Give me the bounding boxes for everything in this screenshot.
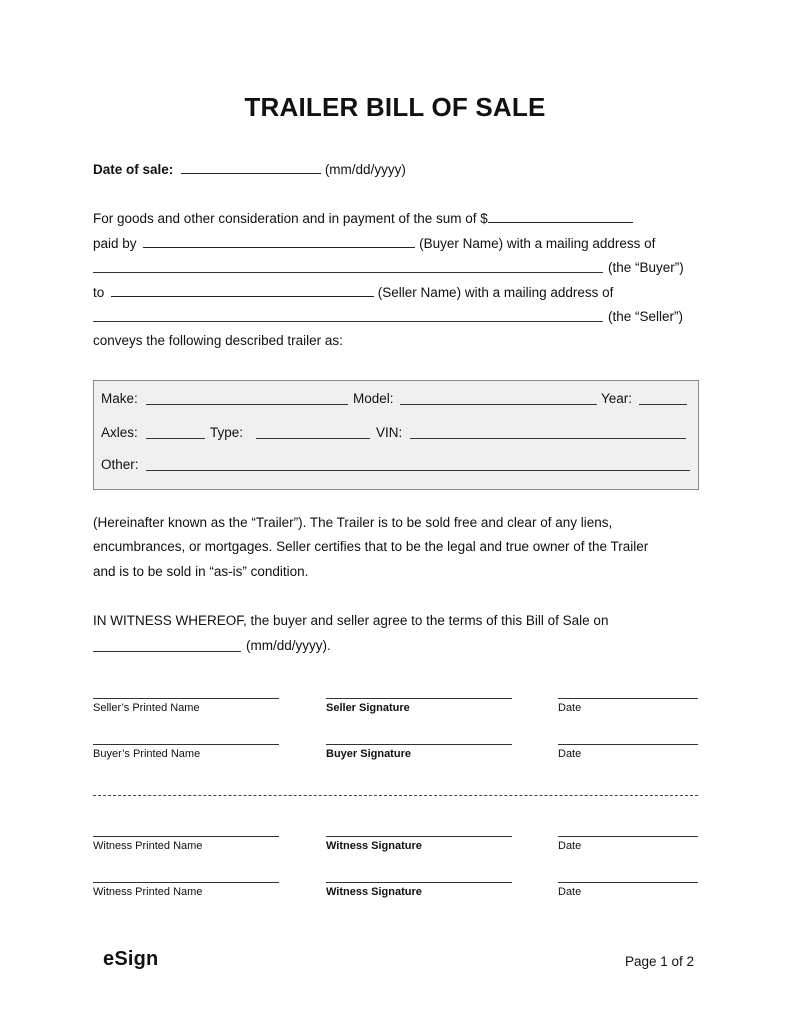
seller-signature-line[interactable] [326, 698, 512, 699]
seller-signature-label: Seller Signature [326, 702, 410, 714]
buyer-date-label: Date [558, 748, 582, 760]
witness-1-printed-name-label: Witness Printed Name [93, 840, 203, 852]
date-of-sale-label: Date of sale: [93, 162, 174, 177]
axles-field[interactable] [146, 438, 205, 439]
the-buyer-label: (the “Buyer”) [608, 260, 684, 275]
paid-by-row [93, 235, 655, 252]
model-label: Model: [353, 391, 394, 406]
witness-1-date-line[interactable] [558, 836, 698, 837]
buyer-date-line[interactable] [558, 744, 698, 745]
terms-line-1: (Hereinafter known as the “Trailer”). The Trailer is to be sold free and clear of any liens, [93, 515, 613, 530]
model-field[interactable] [400, 404, 597, 405]
buyer-printed-name-label: Buyer’s Printed Name [93, 748, 201, 760]
witness-1-date-label: Date [558, 840, 582, 852]
seller-printed-name-label: Seller’s Printed Name [93, 702, 200, 714]
buyer-signature-line[interactable] [326, 744, 512, 745]
to-label: to [93, 285, 105, 300]
witness-2-date-line[interactable] [558, 882, 698, 883]
year-field[interactable] [639, 404, 687, 405]
date-of-sale-field[interactable] [181, 161, 321, 174]
other-field[interactable] [146, 470, 690, 471]
witness-2-printed-name-label: Witness Printed Name [93, 886, 203, 898]
vin-label: VIN: [376, 425, 403, 440]
to-row [93, 284, 613, 301]
buyer-address-field[interactable] [93, 272, 603, 273]
witness-2-signature-label: Witness Signature [326, 886, 422, 898]
conveys-text: conveys the following described trailer as: [93, 333, 343, 348]
type-field[interactable] [256, 438, 370, 439]
page-number: Page 1 of 2 [625, 954, 695, 969]
witness-2-printed-name-line[interactable] [93, 882, 279, 883]
document-title: TRAILER BILL OF SALE [244, 92, 546, 122]
seller-address-field[interactable] [93, 321, 603, 322]
seller-name-label: (Seller Name) with a mailing address of [377, 285, 614, 300]
date-format-hint: (mm/dd/yyyy) [324, 162, 406, 177]
seller-date-label: Date [558, 702, 582, 714]
other-label: Other: [101, 457, 139, 472]
type-label: Type: [210, 425, 244, 440]
witness-clause: IN WITNESS WHEREOF, the buyer and seller agree to the terms of this Bill of Sale on [93, 613, 609, 628]
buyer-name-label: (Buyer Name) with a mailing address of [419, 236, 656, 251]
year-label: Year: [601, 391, 633, 406]
paid-by-label: paid by [93, 236, 137, 251]
make-label: Make: [101, 391, 138, 406]
axles-label: Axles: [101, 425, 138, 440]
terms-line-2: encumbrances, or mortgages. Seller certifies that to be the legal and true owner of the Trailer [93, 539, 649, 554]
seller-printed-name-line[interactable] [93, 698, 279, 699]
date-of-sale-row [93, 161, 406, 178]
buyer-signature-label: Buyer Signature [326, 748, 411, 760]
seller-date-line[interactable] [558, 698, 698, 699]
esign-logo: eSign [103, 948, 159, 970]
witness-2-signature-line[interactable] [326, 882, 512, 883]
agreement-date-field[interactable] [93, 651, 241, 652]
payment-text: For goods and other consideration and in payment of the sum of $ [93, 211, 488, 226]
vin-field[interactable] [410, 438, 686, 439]
payment-line [93, 210, 633, 227]
witness-1-signature-label: Witness Signature [326, 840, 422, 852]
buyer-printed-name-line[interactable] [93, 744, 279, 745]
sum-field[interactable] [488, 210, 633, 223]
terms-line-3: and is to be sold in “as-is” condition. [93, 564, 309, 579]
the-seller-label: (the “Seller”) [608, 309, 684, 324]
seller-name-field[interactable] [111, 284, 374, 297]
witness-2-date-label: Date [558, 886, 582, 898]
make-field[interactable] [146, 404, 348, 405]
witness-1-printed-name-line[interactable] [93, 836, 279, 837]
witness-1-signature-line[interactable] [326, 836, 512, 837]
section-divider [93, 795, 698, 796]
buyer-name-field[interactable] [143, 235, 415, 248]
agreement-date-format: (mm/dd/yyyy). [246, 638, 331, 653]
